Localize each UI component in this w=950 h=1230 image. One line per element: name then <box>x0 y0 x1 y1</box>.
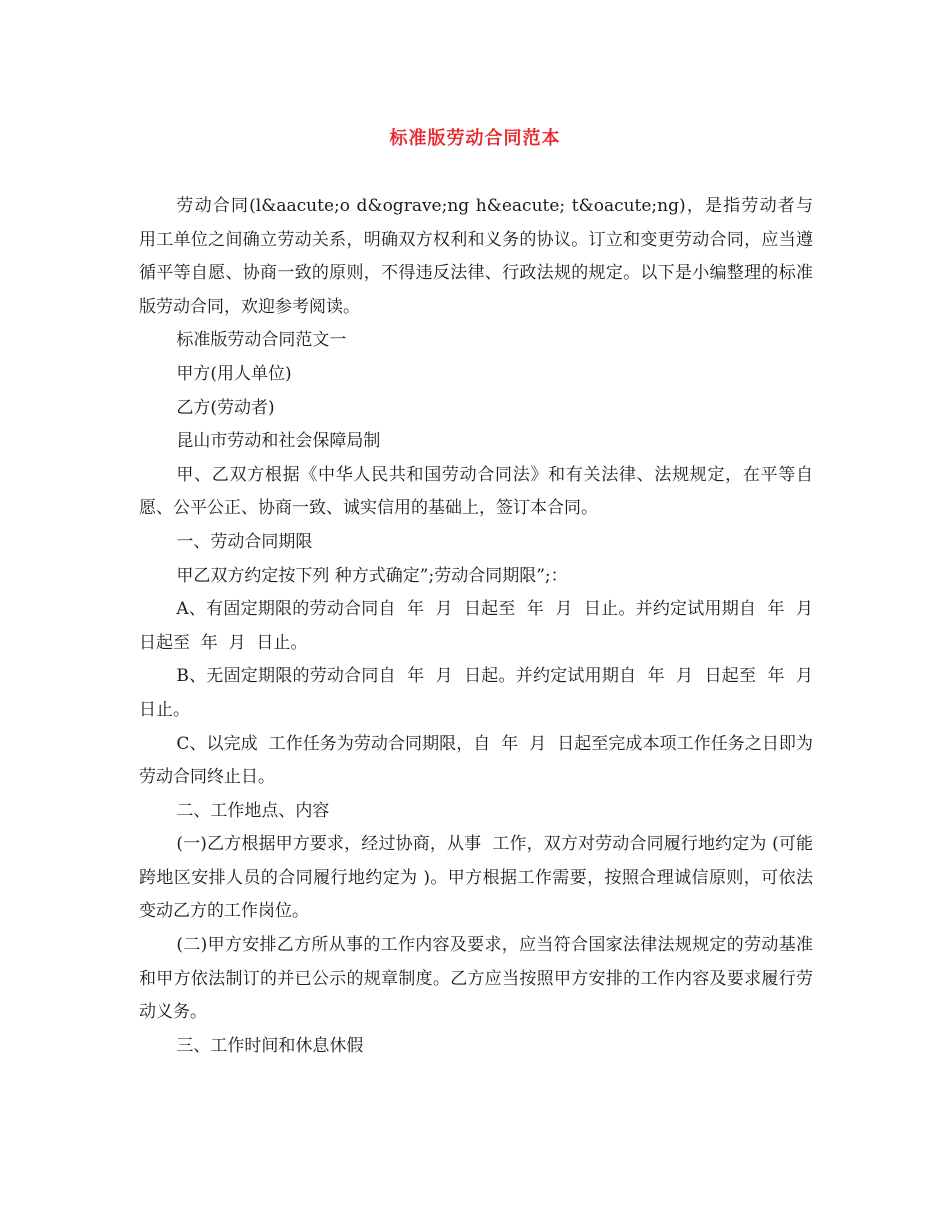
intro-paragraph: 劳动合同(l&aacute;o d&ograve;ng h&eacute; t&oacute;ng)，是指劳动者与用工单位之间确立劳动关系，明确双方权利和义务的协议。订立和变更劳动合同，应当遵循平等自愿、协商一致的原则，不得违反法律、行政法规的规定。以下是小编整理的标准版劳动合同，欢迎参考阅读。 <box>139 196 813 317</box>
document-title: 标准版劳动合同范本 <box>389 128 561 149</box>
party-a-line: 甲方(用人单位) <box>176 363 292 384</box>
section-heading-hours: 三、工作时间和休息休假 <box>176 1035 364 1056</box>
preamble-paragraph: 甲、乙双方根据《中华人民共和国劳动合同法》和有关法律、法规规定，在平等自愿、公平公正、协商一致、诚实信用的基础上，签订本合同。 <box>139 464 813 519</box>
term-option-b: B、无固定期限的劳动合同自 年 月 日起。并约定试用期自 年 月 日起至 年 月 日止。 <box>139 666 824 720</box>
party-b-line: 乙方(劳动者) <box>176 397 275 418</box>
issuer-line: 昆山市劳动和社会保障局制 <box>176 431 381 452</box>
workplace-clause-1: (一)乙方根据甲方要求，经过协商，从事 工作，双方对劳动合同履行地约定为 (可能跨地区安排人员的合同履行地约定为 )。甲方根据工作需要，按照合理诚信原则，可依法变动乙方的工作岗位。 <box>139 834 813 922</box>
section-heading-term: 一、劳动合同期限 <box>176 531 313 552</box>
term-option-a: A、有固定期限的劳动合同自 年 月 日起至 年 月 日止。并约定试用期自 年 月 日起至 年 月 日止。 <box>139 599 824 653</box>
term-option-c: C、以完成 工作任务为劳动合同期限，自 年 月 日起至完成本项工作任务之日即为劳动合同终止日。 <box>139 733 813 788</box>
section-heading-workplace: 二、工作地点、内容 <box>176 800 330 821</box>
workplace-clause-2: (二)甲方安排乙方所从事的工作内容及要求，应当符合国家法律法规规定的劳动基准和甲方依法制订的并已公示的规章制度。乙方应当按照甲方安排的工作内容及要求履行劳动义务。 <box>139 935 813 1023</box>
document-body <box>139 190 824 1063</box>
sample-heading: 标准版劳动合同范文一 <box>176 330 347 351</box>
term-method-paragraph: 甲乙双方约定按下列 种方式确定”;劳动合同期限”;： <box>176 565 568 586</box>
